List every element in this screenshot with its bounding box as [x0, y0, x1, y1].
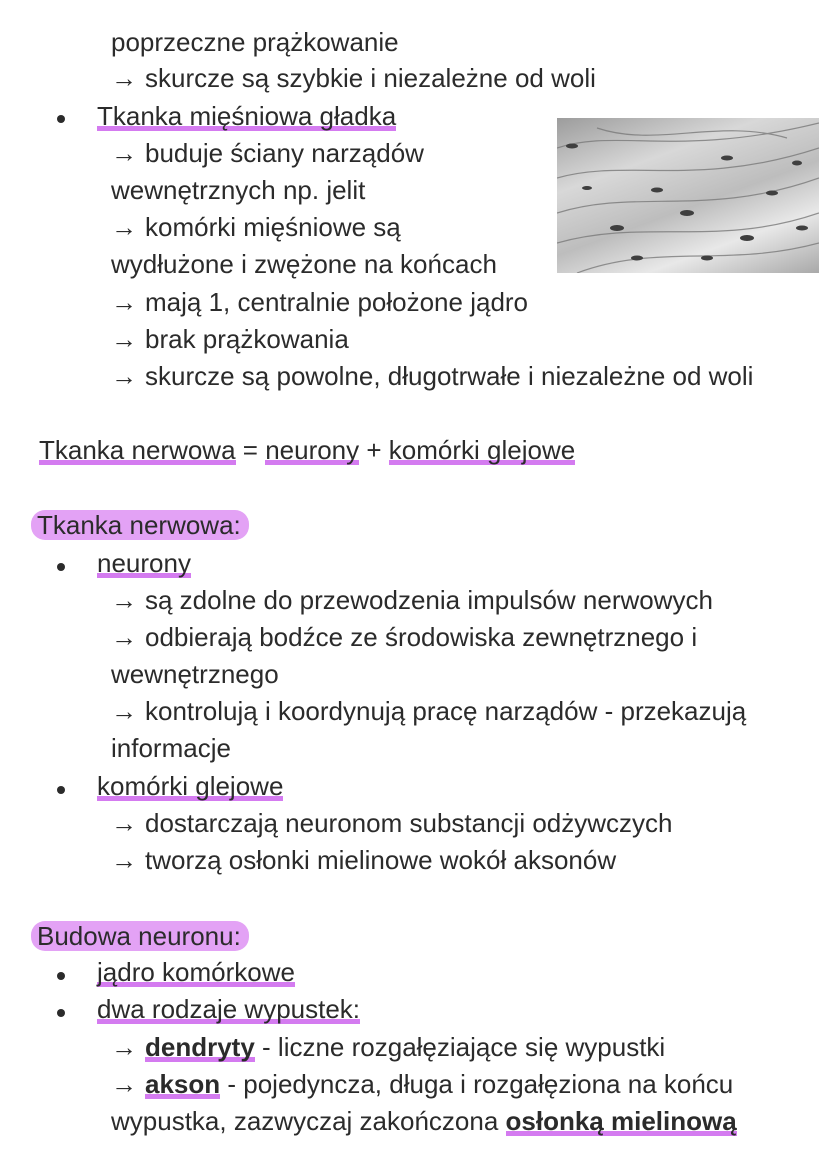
arrow-icon: → [111, 287, 137, 317]
section-heading-smooth-muscle: Tkanka mięśniowa gładka [97, 101, 397, 131]
arrow-icon: → [111, 63, 137, 93]
arrow-icon: → [111, 1069, 137, 1099]
text-line: → brak prążkowania [111, 324, 349, 354]
subheading-glial-cells: komórki glejowe [97, 771, 284, 801]
text-line: → tworzą osłonki mielinowe wokół aksonów [111, 845, 617, 875]
arrow-icon: → [111, 138, 137, 168]
bullet-dot [57, 563, 65, 571]
arrow-icon: → [111, 845, 137, 875]
bullet-dot [57, 1009, 65, 1017]
section-heading-neuron-structure: Budowa neuronu: [37, 919, 249, 953]
subheading-neurons: neurony [97, 548, 191, 578]
bullet-dot [57, 972, 65, 980]
subheading-nucleus: jądro komórkowe [97, 957, 295, 987]
arrow-icon: → [111, 622, 137, 652]
text-line: poprzeczne prążkowanie [111, 27, 399, 57]
text-line: → odbierają bodźce ze środowiska zewnętrznego i [111, 622, 698, 652]
subheading-processes: dwa rodzaje wypustek: [97, 994, 361, 1024]
arrow-icon: → [111, 1032, 137, 1062]
term-myelin-sheath: osłonką mielinową [505, 1106, 737, 1136]
arrow-icon: → [111, 361, 137, 391]
text-line: → skurcze są powolne, długotrwałe i niezależne od woli [111, 361, 754, 391]
bullet-dot [57, 115, 65, 123]
term-axon: akson [145, 1069, 221, 1099]
text-line: wewnętrznego [111, 659, 279, 689]
arrow-icon: → [111, 212, 137, 242]
text-line: → dostarczają neuronom substancji odżywczych [111, 808, 673, 838]
nervous-tissue-equation: Tkanka nerwowa = neurony + komórki glejowe [39, 435, 576, 465]
text-line: wypustka, zazwyczaj zakończona osłonką mielinową [111, 1106, 737, 1136]
text-line: → skurcze są szybkie i niezależne od woli [111, 63, 596, 93]
text-line: → kontrolują i koordynują pracę narządów - przekazują [111, 696, 747, 726]
text-line: → buduje ściany narządów [111, 138, 424, 168]
arrow-icon: → [111, 696, 137, 726]
arrow-icon: → [111, 585, 137, 615]
text-line: → mają 1, centralnie położone jądro [111, 287, 529, 317]
arrow-icon: → [111, 808, 137, 838]
text-line: wydłużone i zwężone na końcach [111, 249, 497, 279]
text-line: → są zdolne do przewodzenia impulsów nerwowych [111, 585, 713, 615]
text-line: → akson - pojedyncza, długa i rozgałęziona na końcu [111, 1069, 734, 1099]
term-dendrites: dendryty [145, 1032, 255, 1062]
smooth-muscle-micrograph [557, 118, 819, 273]
text-line: → komórki mięśniowe są [111, 212, 401, 242]
bullet-dot [57, 786, 65, 794]
text-line: informacje [111, 733, 231, 763]
text-line: → dendryty - liczne rozgałęziające się wypustki [111, 1032, 666, 1062]
section-heading-nervous-tissue: Tkanka nerwowa: [37, 508, 249, 542]
arrow-icon: → [111, 324, 137, 354]
text-line: wewnętrznych np. jelit [111, 175, 366, 205]
